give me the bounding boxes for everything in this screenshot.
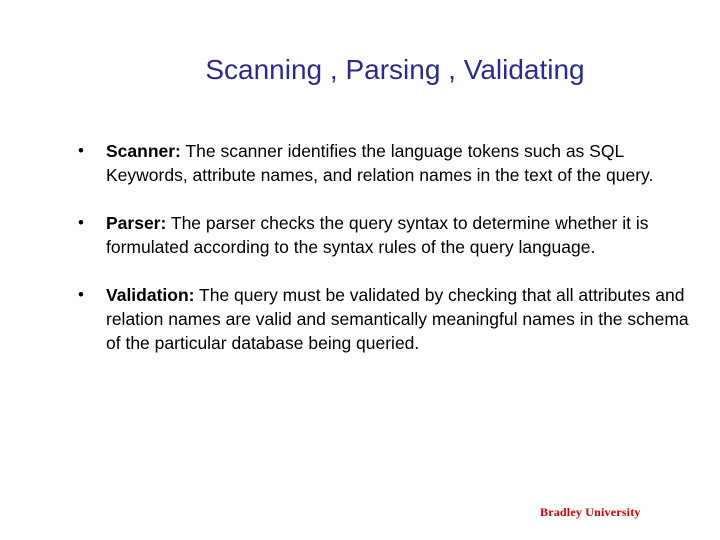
bullet-term: Validation: [106, 285, 195, 305]
bullet-icon: • [78, 141, 84, 160]
bullet-term: Parser: [106, 213, 167, 233]
bullet-scanner [78, 139, 708, 187]
bullet-term: Scanner: [106, 141, 181, 161]
bullet-icon: • [78, 213, 84, 232]
bullet-text: The scanner identifies the language tokens such as SQL Keywords, attribute names, and relation names in the text of the query. [106, 141, 654, 185]
bullet-text: The query must be validated by checking that all attributes and relation names are valid and semantically meaningful names in the schema of the particular database being queried. [106, 285, 689, 353]
bullet-parser [78, 211, 708, 259]
footer-brand: Bradley University [540, 505, 641, 519]
bullet-validation [78, 283, 708, 355]
bullet-icon: • [78, 285, 84, 304]
bullet-list [78, 139, 708, 379]
bullet-text: The parser checks the query syntax to determine whether it is formulated according to the syntax rules of the query language. [106, 213, 649, 257]
slide-title: Scanning , Parsing , Validating [205, 54, 585, 85]
